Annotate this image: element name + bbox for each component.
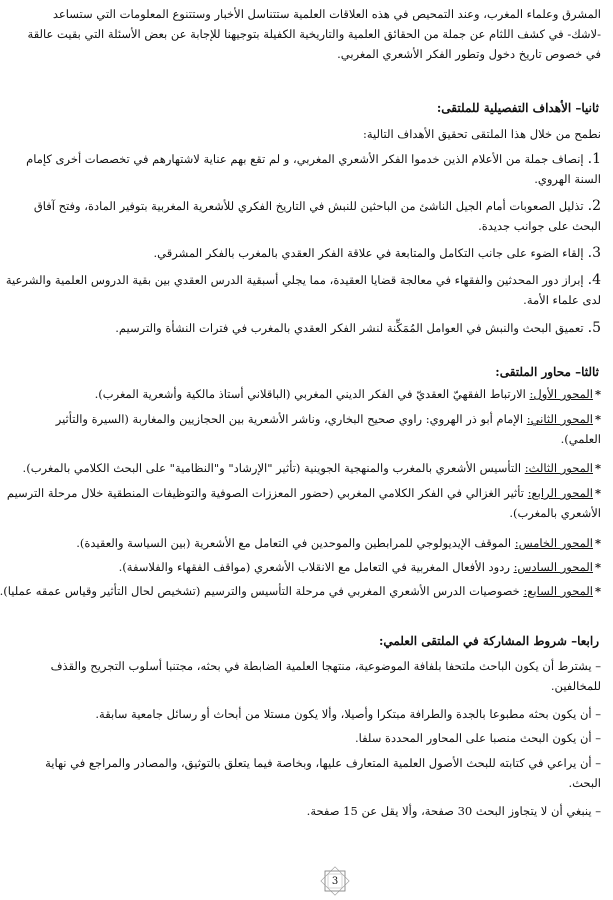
condition-item: – أن يراعي في كتابته للبحث الأصول العلمية المتعارف عليها، وبخاصة فيما يتعلق بالتوثيق، والمصادر والمراجع في نهاية البحث. bbox=[45, 756, 601, 790]
axis-item: *المحور الأول: الارتباط الفقهيّ العقديّ في الفكر الديني المغربي (الباقلاني أستاذ مالكية وأشعرية المغرب). bbox=[94, 387, 601, 401]
condition-item: – يشترط أن يكون الباحث ملتحفا بلفافة الموضوعية، منتهجا العلمية الضابطة في بحثه، مجتنبا أسلوب التجريح والقذف للمخالفين. bbox=[50, 659, 601, 693]
page-number: 3 bbox=[331, 875, 339, 887]
intro-line: -لاشك- في كشف اللثام عن جملة من الحقائق العلمية والتاريخية الكفيلة بتوجيهنا للإجابة عن بعض الأسئلة التي بقيت عالقة bbox=[27, 27, 601, 41]
page-number-box bbox=[321, 869, 349, 893]
intro-line: المشرق وعلماء المغرب، وعند التمحيص في هذه العلاقات العلمية ستتناسل الأخبار وستتنوع المعلومات التي ستساعد bbox=[52, 7, 601, 21]
item-number: 4. bbox=[587, 272, 601, 288]
axis-item: *المحور السابع: خصوصيات الدرس الأشعري المغربي في مرحلة التأسيس والترسيم (تشخيص لحال التأثير وقياس عمقه عمليا). bbox=[0, 584, 601, 598]
axis-label: المحور الأول: bbox=[529, 387, 593, 401]
intro-paragraph bbox=[27, 6, 601, 62]
objective-item: 3.إلقاء الضوء على جانب التكامل والمتابعة في علاقة الفكر العقدي بالمغرب بالفكر المشرقي. bbox=[153, 245, 601, 261]
axis-item: *المحور الخامس: الموقف الإيديولوجي للمرابطين والموحدين في التعامل مع الأشعرية (بين السياسة والعقيدة). bbox=[76, 536, 601, 550]
intro-line: في خصوص تاريخ دخول وتطور الفكر الأشعري المغربي. bbox=[337, 47, 601, 61]
section-heading-conditions: رابعا– شروط المشاركة في الملتقى العلمي: bbox=[378, 634, 599, 648]
condition-item: – ينبغي أن لا يتجاوز البحث 30 صفحة، وألا يقل عن 15 صفحة. bbox=[306, 804, 601, 818]
section-heading-axes: ثالثا– محاور الملتقى: bbox=[495, 365, 599, 379]
objective-item: 1.إنصاف جملة من الأعلام الذين خدموا الفكر الأشعري المغربي، و لم تقع بهم عناية لاشتهارهم في تخصصات أخرى كإمام السنة الهروي. bbox=[26, 151, 601, 186]
condition-item: – أن يكون البحث منصبا على المحاور المحددة سلفا. bbox=[354, 731, 601, 745]
objective-item: 2.تذليل الصعوبات أمام الجيل الناشئ من الباحثين للنبش في التاريخ الفكري للأشعرية المغربية بتوفير المادة، وفتح آفاق البحث على جوانب جديدة. bbox=[33, 198, 601, 233]
axis-label: المحور السادس: bbox=[513, 560, 593, 574]
objectives-lead: نطمح من خلال هذا الملتقى تحقيق الأهداف التالية: bbox=[362, 127, 601, 141]
item-number: 2. bbox=[587, 198, 601, 214]
section-heading-objectives: ثانيا– الأهداف التفصيلية للملتقى: bbox=[436, 101, 599, 115]
objective-item: 5.تعميق البحث والنبش في العوامل المُمَكِّنة لنشر الفكر العقدي بالمغرب في فترات النشأة والترسيم. bbox=[115, 320, 601, 336]
item-number: 3. bbox=[587, 245, 601, 261]
axis-item: *المحور الثالث: التأسيس الأشعري بالمغرب والمنهجية الجوينية (تأثير "الإرشاد" و"النظامية" على البحث الكلامي بالمغرب). bbox=[22, 461, 601, 475]
axis-item: *المحور السادس: ردود الأفعال المغربية في التعامل مع الانقلاب الأشعري (مواقف الفقهاء والفلاسفة). bbox=[118, 560, 601, 574]
axis-label: المحور الرابع: bbox=[527, 486, 593, 500]
axis-label: المحور السابع: bbox=[523, 584, 593, 598]
condition-item: – أن يكون بحثه مطبوعا بالجدة والطرافة مبتكرا وأصيلا، وألا يكون مستلا من أبحاث أو رسائل جامعية سابقة. bbox=[95, 707, 601, 721]
axis-label: المحور الثاني: bbox=[526, 412, 593, 426]
axis-item: *المحور الثاني: الإمام أبو ذر الهروي: راوي صحيح البخاري، وناشر الأشعرية بين الحجازيين والمغاربة (السيرة والتأثير العلمي). bbox=[55, 412, 601, 446]
objective-item: 4.إبراز دور المحدثين والفقهاء في معالجة قضايا العقيدة، مما يجلي أسبقية الدرس العقدي بين بقية الدروس العلمية والشرعية لدى علماء الأمة. bbox=[5, 272, 601, 307]
axis-label: المحور الثالث: bbox=[524, 461, 593, 475]
item-number: 5. bbox=[587, 320, 601, 336]
axis-item: *المحور الرابع: تأثير الغزالي في الفكر الكلامي المغربي (حضور المعززات الصوفية والتوظيفات المنطقية خلال مرحلة الترسيم الأشعري بالمغرب). bbox=[6, 486, 601, 520]
item-number: 1. bbox=[587, 151, 601, 167]
axis-label: المحور الخامس: bbox=[514, 536, 593, 550]
